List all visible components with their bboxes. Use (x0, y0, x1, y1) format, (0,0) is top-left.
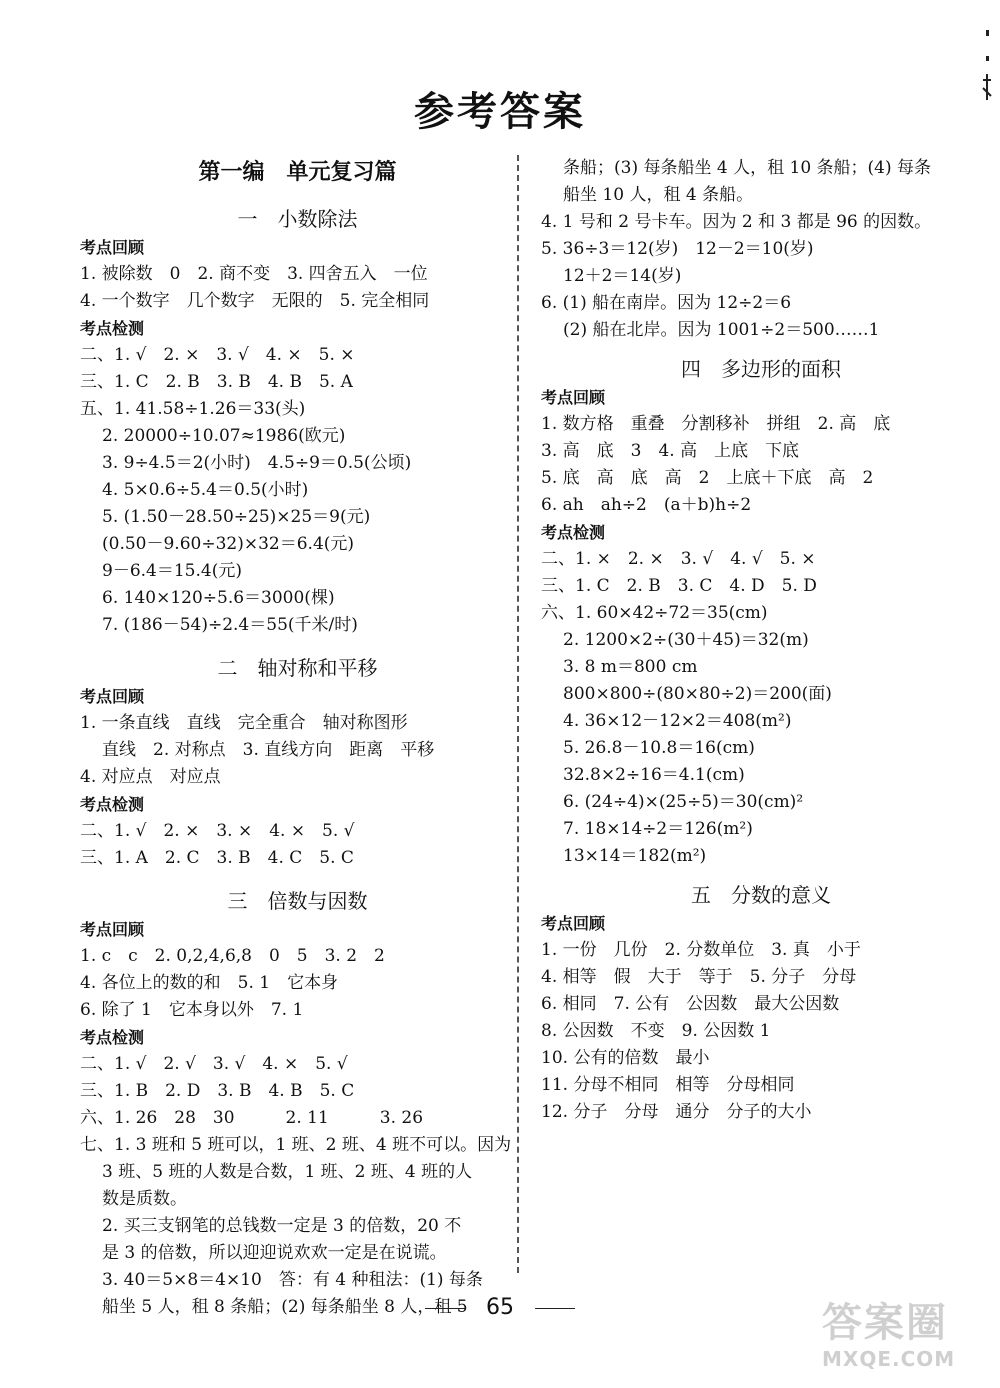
part-title: 第一编 单元复习篇 (198, 160, 397, 185)
edge-ink-mark (980, 30, 994, 110)
answer-line: 5. 底 高 底 高 2 上底＋下底 高 2 (541, 468, 874, 488)
answer-line: 4. 对应点 对应点 (80, 767, 221, 787)
answer-line: 12. 分子 分母 通分 分子的大小 (541, 1102, 812, 1122)
answer-line: 6. 相同 7. 公有 公因数 最大公因数 (541, 994, 840, 1014)
answer-line-indented: 是 3 的倍数，所以迎迎说欢欢一定是在说谎。 (102, 1243, 447, 1263)
answer-line-indented: 3. 8 m＝800 cm (563, 657, 698, 677)
subsection-label: 考点回顾 (541, 388, 606, 407)
answer-line: 三、1. A 2. C 3. B 4. C 5. C (80, 848, 354, 868)
answer-line: 三、1. C 2. B 3. B 4. B 5. A (80, 372, 353, 392)
section-title: 二 轴对称和平移 (217, 656, 378, 680)
footer-dash-right (535, 1308, 575, 1309)
answer-line-indented: 800×800÷(80×80÷2)＝200(面) (563, 684, 832, 704)
section-title: 一 小数除法 (237, 207, 358, 231)
answer-line: 4. 各位上的数的和 5. 1 它本身 (80, 973, 339, 993)
answer-line: 二、1. √ 2. × 3. √ 4. × 5. × (80, 345, 355, 365)
answer-line: 1. 被除数 0 2. 商不变 3. 四舍五入 一位 (80, 264, 428, 284)
subsection-label: 考点回顾 (80, 687, 145, 706)
answer-line: 二、1. √ 2. × 3. × 4. × 5. √ (80, 821, 355, 841)
subsection-label: 考点检测 (541, 523, 606, 542)
answer-line-indented: 12＋2＝14(岁) (563, 266, 682, 286)
answer-line-indented: 2. 买三支钢笔的总钱数一定是 3 的倍数，20 不 (102, 1216, 462, 1236)
answer-line: 10. 公有的倍数 最小 (541, 1048, 710, 1068)
answer-line-indented: 3 班、5 班的人数是合数，1 班、2 班、4 班的人 (102, 1162, 473, 1182)
answer-line: 8. 公因数 不变 9. 公因数 1 (541, 1021, 771, 1041)
section-title: 四 多边形的面积 (681, 357, 841, 381)
answer-line: 1. 一份 几份 2. 分数单位 3. 真 小于 (541, 940, 861, 960)
section-gap (80, 872, 515, 886)
section-title: 五 分数的意义 (691, 883, 831, 907)
page-title: 参考答案 (414, 89, 586, 135)
subsection-label: 考点回顾 (541, 914, 606, 933)
answer-line-indented: 13×14＝182(m²) (563, 846, 707, 866)
answer-line: 二、1. × 2. × 3. √ 4. √ 5. × (541, 549, 816, 569)
answer-line: 三、1. B 2. D 3. B 4. B 5. C (80, 1081, 355, 1101)
answer-line: 二、1. √ 2. √ 3. √ 4. × 5. √ (80, 1054, 348, 1074)
answer-line: 五、1. 41.58÷1.26＝33(头) (80, 399, 306, 419)
section-title: 三 倍数与因数 (227, 889, 368, 913)
answer-line-indented: 3. 40＝5×8＝4×10 答：有 4 种租法：(1) 每条 (102, 1270, 483, 1290)
answer-line-indented: (2) 船在北岸。因为 1001÷2＝500……1 (563, 320, 880, 340)
page-number: 65 (486, 1295, 514, 1320)
watermark-site-text: MXQE.COM (822, 1347, 956, 1371)
answer-line-indented: 2. 1200×2÷(30＋45)＝32(m) (563, 630, 809, 650)
watermark-logo-text: 答案圈 (822, 1300, 948, 1346)
answer-line-indented: 7. 18×14÷2＝126(m²) (563, 819, 753, 839)
watermark-logo (822, 1300, 972, 1380)
answer-line: 六、1. 60×42÷72＝35(cm) (541, 603, 768, 623)
section-gap (541, 344, 981, 354)
answer-line-indented: 直线 2. 对称点 3. 直线方向 距离 平移 (102, 740, 435, 760)
subsection-label: 考点检测 (80, 1028, 145, 1047)
answer-line: 1. 一条直线 直线 完全重合 轴对称图形 (80, 713, 408, 733)
answer-line: 6. 除了 1 它本身以外 7. 1 (80, 1000, 304, 1020)
answer-line: 三、1. C 2. B 3. C 4. D 5. D (541, 576, 817, 596)
answer-line: 6. ah ah÷2 (a＋b)h÷2 (541, 495, 752, 515)
answer-line-indented: 3. 9÷4.5＝2(小时) 4.5÷9＝0.5(公顷) (102, 453, 412, 473)
answer-line: 1. 数方格 重叠 分割移补 拼组 2. 高 底 (541, 414, 891, 434)
subsection-label: 考点检测 (80, 795, 145, 814)
answer-line-indented: (0.50－9.60÷32)×32＝6.4(元) (102, 534, 355, 554)
answer-line-indented: 船坐 10 人，租 4 条船。 (563, 185, 754, 205)
column-divider (517, 155, 519, 1273)
answer-line: 七、1. 3 班和 5 班可以，1 班、2 班、4 班不可以。因为 (80, 1135, 512, 1155)
answer-line: 11. 分母不相同 相等 分母相同 (541, 1075, 795, 1095)
subsection-label: 考点回顾 (80, 920, 145, 939)
answer-line: 4. 1 号和 2 号卡车。因为 2 和 3 都是 96 的因数。 (541, 212, 932, 232)
answer-line-indented: 2. 20000÷10.07≈1986(欧元) (102, 426, 346, 446)
answer-line: 3. 高 底 3 4. 高 上底 下底 (541, 441, 800, 461)
answer-line: 1. c c 2. 0,2,4,6,8 0 5 3. 2 2 (80, 946, 385, 966)
answer-line: 6. (1) 船在南岸。因为 12÷2＝6 (541, 293, 792, 313)
answer-line: 六、1. 26 28 30 2. 11 3. 26 (80, 1108, 424, 1128)
answer-line-indented: 条船；(3) 每条船坐 4 人，租 10 条船；(4) 每条 (563, 158, 932, 178)
answer-line-indented: 32.8×2÷16＝4.1(cm) (563, 765, 745, 785)
answer-line-indented: 船坐 5 人，租 8 条船；(2) 每条船坐 8 人，租 5 (102, 1297, 468, 1317)
answer-line: 4. 相等 假 大于 等于 5. 分子 分母 (541, 967, 857, 987)
answer-line-indented: 4. 36×12－12×2＝408(m²) (563, 711, 792, 731)
answer-line: 5. 36÷3＝12(岁) 12－2＝10(岁) (541, 239, 814, 259)
footer-dash-left (425, 1308, 465, 1309)
answer-line-indented: 9－6.4＝15.4(元) (102, 561, 242, 581)
subsection-label: 考点回顾 (80, 238, 145, 257)
section-gap (80, 190, 515, 204)
answer-line-indented: 5. (1.50－28.50÷25)×25＝9(元) (102, 507, 371, 527)
subsection-label: 考点检测 (80, 319, 145, 338)
left-answer-column (80, 156, 515, 1321)
answer-line-indented: 数是质数。 (102, 1189, 187, 1209)
answer-line-indented: 4. 5×0.6÷5.4＝0.5(小时) (102, 480, 309, 500)
answer-line: 4. 一个数字 几个数字 无限的 5. 完全相同 (80, 291, 430, 311)
answer-line-indented: 6. (24÷4)×(25÷5)＝30(cm)² (563, 792, 804, 812)
answer-line-indented: 6. 140×120÷5.6＝3000(棵) (102, 588, 335, 608)
answer-line-indented: 7. (186－54)÷2.4＝55(千米/时) (102, 615, 358, 635)
answer-line-indented: 5. 26.8－10.8＝16(cm) (563, 738, 755, 758)
section-gap (541, 870, 981, 880)
right-answer-column (541, 155, 981, 1126)
section-gap (80, 639, 515, 653)
